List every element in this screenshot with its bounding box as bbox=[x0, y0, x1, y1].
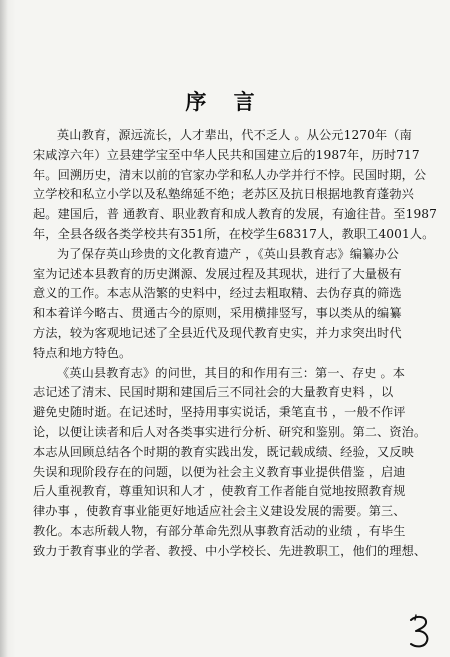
text-line: 室为记述本县教育的历史渊源、发展过程及其现状，进行了大量极有 bbox=[33, 266, 402, 281]
paragraph-2 bbox=[33, 245, 428, 364]
text-line: 律办事 ，使教育事业能更好地适应社会主义建设发展的需要。第三、 bbox=[33, 504, 406, 519]
text-line: 致力于教育事业的学者、教授、中小学校长、先进教职工，他们的理想、 bbox=[33, 543, 427, 558]
preface-body bbox=[33, 126, 438, 562]
text-line: 方法，较为客观地记述了全县近代及现代教育史实，并力求突出时代 bbox=[33, 325, 402, 340]
paragraph-1 bbox=[33, 126, 438, 245]
paragraph-3 bbox=[33, 364, 428, 562]
text-line: 宋咸淳六年）立县建学宝至中华人民共和国建立后的1987年，历时717 bbox=[33, 147, 420, 162]
text-line: 意义的工作。本志从浩繁的史料中，经过去粗取精、去伪存真的筛选 bbox=[33, 286, 402, 301]
text-line: 和本着详今略古、贯通古今的原则，采用横排竖写，事以类从的编纂 bbox=[33, 306, 402, 321]
page-number bbox=[406, 613, 434, 649]
text-line: 志记述了清末、民国时期和建国后三不同社会的大量教育史料 ，以 bbox=[33, 385, 394, 400]
text-line: 教化。本志所载人物，有部分革命先烈从事教育活动的业绩 ，有毕生 bbox=[33, 523, 406, 538]
page-title: 序 言 bbox=[185, 90, 265, 114]
text-line: 立学校和私立小学以及私塾绵延不绝；老苏区及抗日根据地教育蓬勃兴 bbox=[33, 187, 414, 202]
text-line: 避免史随时逝。在记述时，坚持用事实说话，秉笔直书 ，一般不作评 bbox=[33, 405, 406, 420]
text-line: 特点和地方特色。 bbox=[33, 345, 132, 360]
text-line: 失误和现阶段存在的问题，以便为社会主义教育事业提供借鉴 ，启迪 bbox=[33, 464, 406, 479]
text-line: 为了保存英山珍贵的文化教育遗产 ，《英山县教育志》编纂办公 bbox=[57, 246, 399, 261]
text-line: 本志从回顾总结各个时期的教育实践出发，既记载成绩、经验，又反映 bbox=[33, 444, 414, 459]
text-line: 《英山县教育志》的问世，其目的和作用有三：第一、存史 。本 bbox=[57, 365, 406, 380]
text-line: 后人重视教育，尊重知识和人才 ，使教育工作者能自觉地按照教育规 bbox=[33, 484, 406, 499]
text-line: 起。建国后，普 通教育、职业教育和成人教育的发展，有逾往昔。至1987 bbox=[33, 207, 438, 222]
text-line: 年。回溯历史，清末以前的官家办学和私人办学并行不悖。民国时期，公 bbox=[33, 167, 427, 182]
text-line: 年，全县各级各类学校共有351所，在校学生68317人，教职工4001人。 bbox=[33, 226, 435, 241]
text-line: 英山教育，源远流长，人才辈出，代不乏人 。从公元1270年（南 bbox=[57, 128, 412, 142]
text-line: 论，以便让读者和后人对各类事实进行分析、研究和鉴别。第二、资治。 bbox=[33, 424, 427, 439]
